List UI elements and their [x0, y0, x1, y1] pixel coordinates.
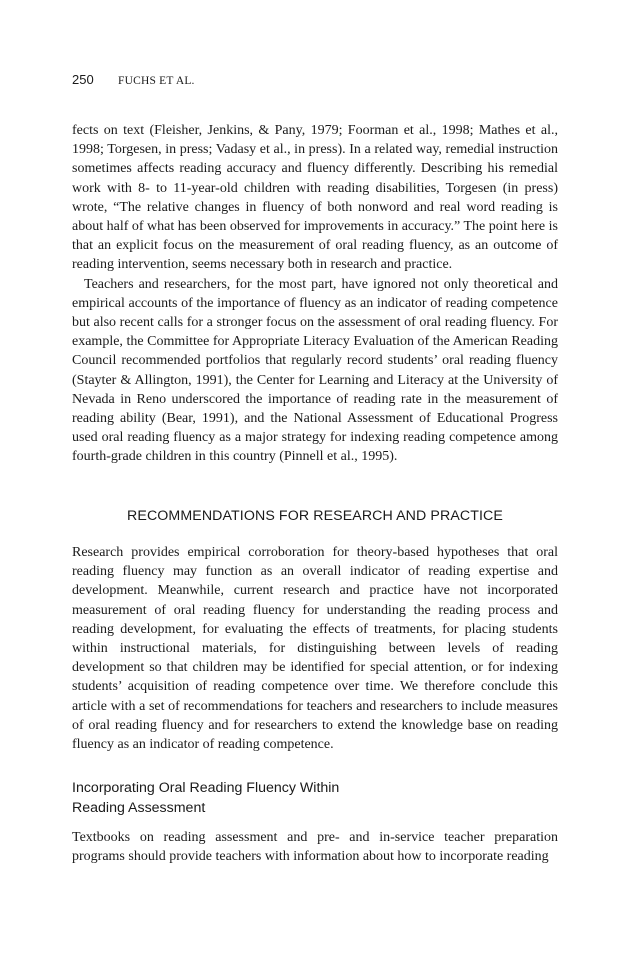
- running-head: [72, 72, 195, 89]
- paragraph-research-provides: Research provides empirical corroboration for theory-based hypotheses that oral reading fluency may function as an overall indicator of reading expertise and development. Meanwhile, current research and practice have not incorporated measurement of oral reading fluency for understanding the reading process and reading development, for evaluating the effects of treatments, for placing students within instructional materials, for distinguishing between levels of reading development so that children may be identified for special attention, or for indexing students’ acquisition of reading competence over time. We therefore conclude this article with a set of recommendations for teachers and researchers to include measures of oral reading fluency and for researchers to extend the knowledge base on reading fluency as an indicator of reading competence.: [72, 545, 558, 753]
- text-block-textbooks: [72, 828, 558, 866]
- paragraph-teachers-researchers: Teachers and researchers, for the most part, have ignored not only theoretical and empirical accounts of the importance of fluency as an indicator of reading competence but also recent calls for a stronger focus on the assessment of oral reading fluency. For example, the Committee for Appropriate Literacy Evaluation of the American Reading Council recommended portfolios that regularly record students’ oral reading fluency (Stayter & Allington, 1991), the Center for Learning and Literacy at the University of Nevada in Reno underscored the importance of reading rate in the measurement of reading ability (Bear, 1991), and the National Assessment of Educational Progress used oral reading fluency as a major strategy for indexing reading competence among fourth-grade children in this country (Pinnell et al., 1995).: [72, 276, 558, 465]
- page-number: 250: [72, 72, 94, 87]
- running-title: FUCHS ET AL.: [118, 75, 195, 87]
- text-block-recommendations: [72, 543, 558, 754]
- paragraph-textbooks: Textbooks on reading assessment and pre- and in-service teacher preparation programs should provide teachers with information about how to incorporate reading: [72, 830, 558, 865]
- section-heading-recommendations: RECOMMENDATIONS FOR RESEARCH AND PRACTICE: [127, 508, 503, 524]
- text-block-intro: [72, 121, 558, 467]
- paragraph-continuation: fects on text (Fleisher, Jenkins, & Pany, 1979; Foorman et al., 1998; Mathes et al., 1998; Torgesen, in press; Vadasy et al., in press). In a related way, remedial instruction sometimes affects reading accuracy and fluency differently. Describing his remedial work with 8- to 11-year-old children with reading disabilities, Torgesen (in press) wrote, “The relative changes in fluency of both nonword and real word reading is about half of what has been observed for improvements in accuracy.” The point here is that an explicit focus on the measurement of oral reading fluency, as an outcome of reading intervention, seems necessary both in research and practice.: [72, 123, 558, 273]
- subsection-heading-incorporating: Incorporating Oral Reading Fluency Within Reading Assessment: [72, 780, 340, 816]
